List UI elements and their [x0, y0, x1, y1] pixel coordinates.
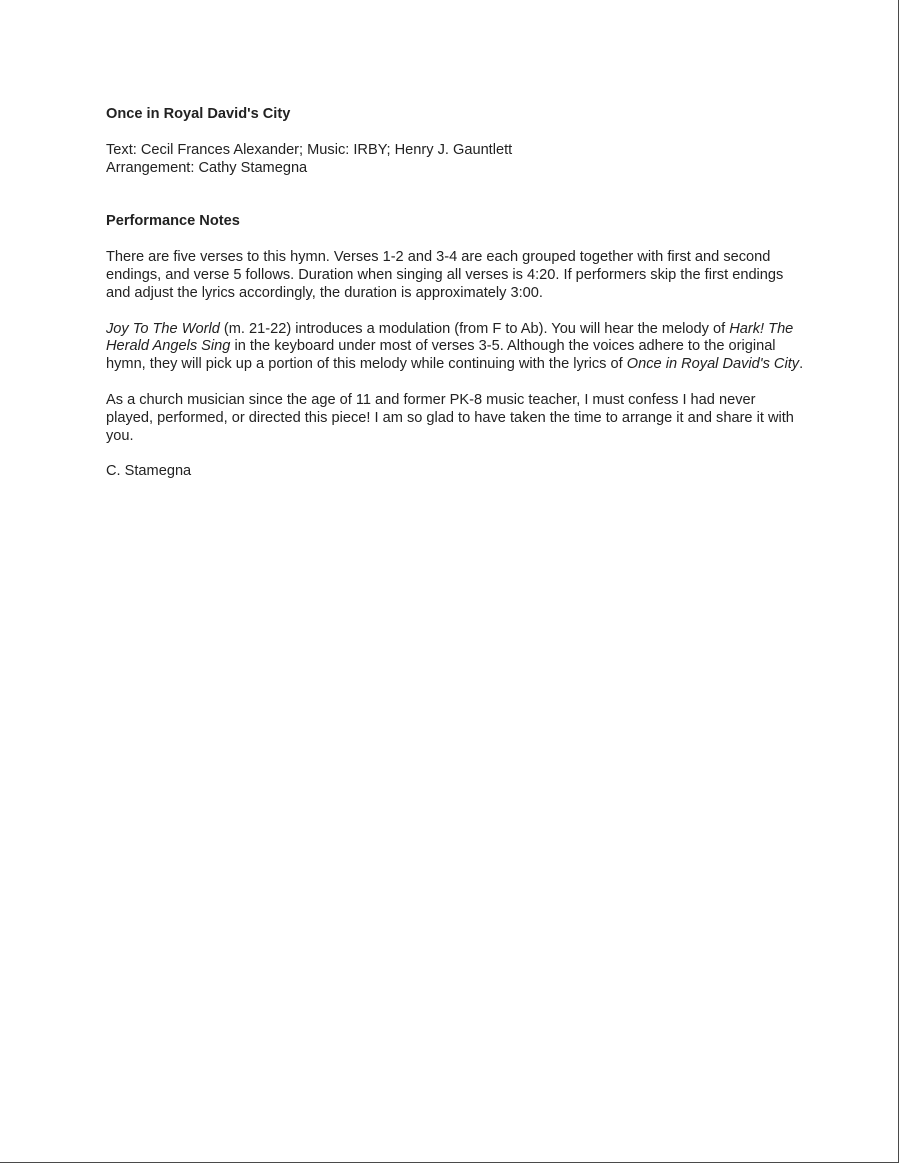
paragraph-text: (m. 21-22) introduces a modulation (from F to Ab). You will hear the melody of: [219, 320, 730, 337]
paragraph-modulation: [106, 321, 806, 374]
song-title-once-in-royal: Once in Royal David's City: [626, 356, 800, 373]
song-title-joy-to-the-world: Joy To The World: [106, 320, 220, 337]
document-title: Once in Royal David's City: [106, 106, 291, 122]
paragraph-personal: As a church musician since the age of 11 and former PK-8 music teacher, I must confess I had never played, performed, or directed this piece! I am so glad to have taken the time to arrange it and share it with you.: [106, 391, 794, 444]
credits-block: [106, 142, 806, 178]
signature: C. Stamegna: [106, 463, 192, 480]
paragraph-text: in the keyboard under most of verses 3-5. Although the voices adhere to the original hymn, they will pick up a portion of this melody while continuing with the lyrics of: [106, 338, 776, 373]
song-title-hark-herald: Hark! The Herald Angels Sing: [106, 320, 794, 355]
paragraph-text: .: [799, 356, 804, 373]
paragraph-verses: There are five verses to this hymn. Verses 1-2 and 3-4 are each grouped together with first and second endings, and verse 5 follows. Duration when singing all verses is 4:20. If performers skip the first endings and adjust the lyrics accordingly, the duration is approximately 3:00.: [106, 249, 784, 301]
section-heading: Performance Notes: [106, 213, 240, 230]
credits-arrangement: Arrangement: Cathy Stamegna: [106, 159, 308, 176]
credits-text-music: Text: Cecil Frances Alexander; Music: IRBY; Henry J. Gauntlett: [106, 141, 513, 158]
document-body: [106, 106, 806, 481]
